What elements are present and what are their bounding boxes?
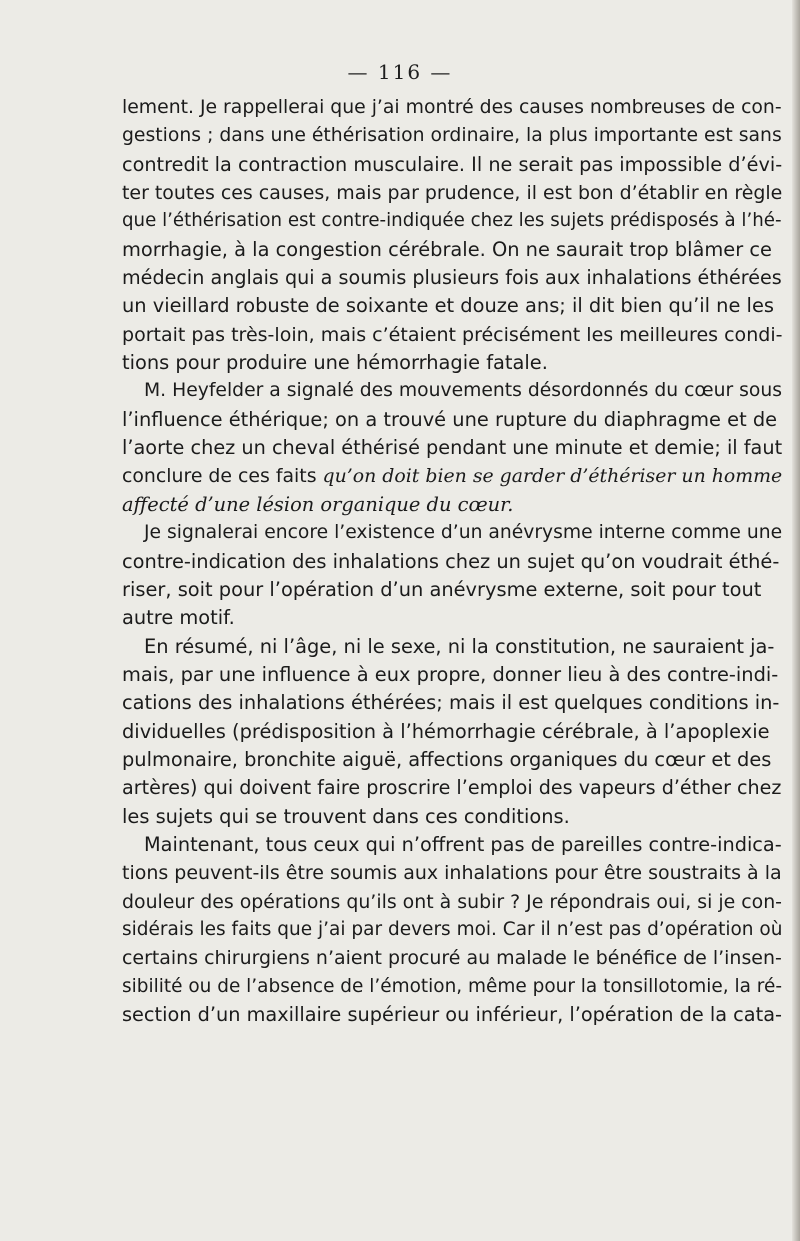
text-segment: ter toutes ces causes, mais par prudence, il est bon d’établir en règle <box>122 182 783 205</box>
text-segment: certains chirurgiens n’aient procuré au malade le bénéfice de l’insen- <box>122 947 782 970</box>
text-segment: un vieillard robuste de soixante et douze ans; il dit bien qu’il ne les <box>122 294 774 318</box>
text-line <box>122 1001 782 1029</box>
text-segment: En résumé, ni l’âge, ni le sexe, ni la constitution, ne sauraient ja- <box>144 634 775 658</box>
text-segment: mais, par une influence à eux propre, donner lieu à des contre-indi- <box>122 662 779 686</box>
text-line <box>122 548 782 576</box>
text-line <box>122 689 782 717</box>
text-segment: morrhagie, à la congestion cérébrale. On ne saurait trop blâmer ce <box>122 237 772 261</box>
text-segment: l’aorte chez un cheval éthérisé pendant une minute et demie; il faut <box>122 436 783 460</box>
text-line <box>122 434 782 462</box>
text-line <box>122 944 782 972</box>
text-segment: sibilité ou de l’absence de l’émotion, même pour la tonsillotomie, la ré- <box>122 975 782 997</box>
text-line <box>122 718 782 746</box>
text-line <box>122 122 782 150</box>
text-line <box>122 151 782 179</box>
text-segment: contre-indication des inhalations chez un sujet qu’on voudrait éthé- <box>122 549 780 573</box>
text-line <box>122 406 782 434</box>
text-segment: M. Heyfelder a signalé des mouvements désordonnés du cœur sous <box>144 380 783 402</box>
text-line <box>122 633 782 661</box>
text-line <box>122 803 782 831</box>
text-line <box>122 973 782 1001</box>
text-segment: tions peuvent-ils être soumis aux inhalations pour être soustraits à la <box>122 862 782 885</box>
text-line <box>122 94 782 122</box>
text-segment: dividuelles (prédisposition à l’hémorrhagie cérébrale, à l’apoplexie <box>122 719 770 743</box>
text-line <box>122 859 782 887</box>
text-segment: autre motif. <box>122 606 235 630</box>
text-line <box>122 292 782 320</box>
text-segment: Maintenant, tous ceux qui n’offrent pas de pareilles contre-indica- <box>144 832 782 856</box>
text-segment: gestions ; dans une éthérisation ordinaire, la plus importante est sans <box>122 125 782 147</box>
text-line <box>122 349 782 377</box>
text-line <box>122 916 782 944</box>
italic-emphasis: qu’on doit bien se garder d’éthériser un homme <box>322 465 783 488</box>
text-line <box>122 462 782 490</box>
text-segment: cations des inhalations éthérées; mais il est quelques conditions in- <box>122 691 780 715</box>
page-edge-shadow <box>792 0 800 1241</box>
text-line <box>122 179 782 207</box>
italic-emphasis: affecté d’une lésion organique du cœur. <box>122 492 514 516</box>
text-line <box>122 519 782 547</box>
text-line <box>122 774 782 802</box>
text-line <box>122 321 782 349</box>
text-line <box>122 604 782 632</box>
text-segment: douleur des opérations qu’ils ont à subir ? Je répondrais oui, si je con- <box>122 890 782 913</box>
text-line <box>122 264 782 292</box>
text-segment: pulmonaire, bronchite aiguë, affections organiques du cœur et des <box>122 747 772 771</box>
text-segment: l’influence éthérique; on a trouvé une rupture du diaphragme et de <box>122 407 778 431</box>
text-segment: sidérais les faits que j’ai par devers moi. Car il n’est pas d’opération où <box>122 918 783 940</box>
text-segment: contredit la contraction musculaire. Il ne serait pas impossible d’évi- <box>122 152 783 176</box>
text-segment: médecin anglais qui a soumis plusieurs fois aux inhalations éthérées <box>122 266 782 290</box>
text-segment: Je signalerai encore l’existence d’un anévrysme interne comme une <box>144 522 783 544</box>
text-segment: conclure de ces faits <box>122 465 323 488</box>
text-line <box>122 236 782 264</box>
text-line <box>122 491 782 519</box>
text-segment: tions pour produire une hémorrhagie fatale. <box>122 351 548 375</box>
text-line <box>122 888 782 916</box>
text-line <box>122 831 782 859</box>
text-segment: lement. Je rappellerai que j’ai montré des causes nombreuses de con- <box>122 97 782 118</box>
text-segment: riser, soit pour l’opération d’un anévrysme externe, soit pour tout <box>122 577 762 601</box>
text-line <box>122 576 782 604</box>
text-segment: artères) qui doivent faire proscrire l’emploi des vapeurs d’éther chez <box>122 776 782 800</box>
text-line <box>122 207 782 235</box>
text-line <box>122 661 782 689</box>
text-segment: les sujets qui se trouvent dans ces conditions. <box>122 804 570 828</box>
text-segment: section d’un maxillaire supérieur ou inférieur, l’opération de la cata- <box>122 1003 782 1026</box>
text-segment: que l’éthérisation est contre-indiquée chez les sujets prédisposés à l’hé- <box>122 210 782 232</box>
page-number: — 116 — <box>347 60 453 84</box>
body-text <box>122 94 782 1029</box>
text-line <box>122 377 782 405</box>
text-line <box>122 746 782 774</box>
text-segment: portait pas très-loin, mais c’étaient précisément les meilleures condi- <box>122 323 783 346</box>
